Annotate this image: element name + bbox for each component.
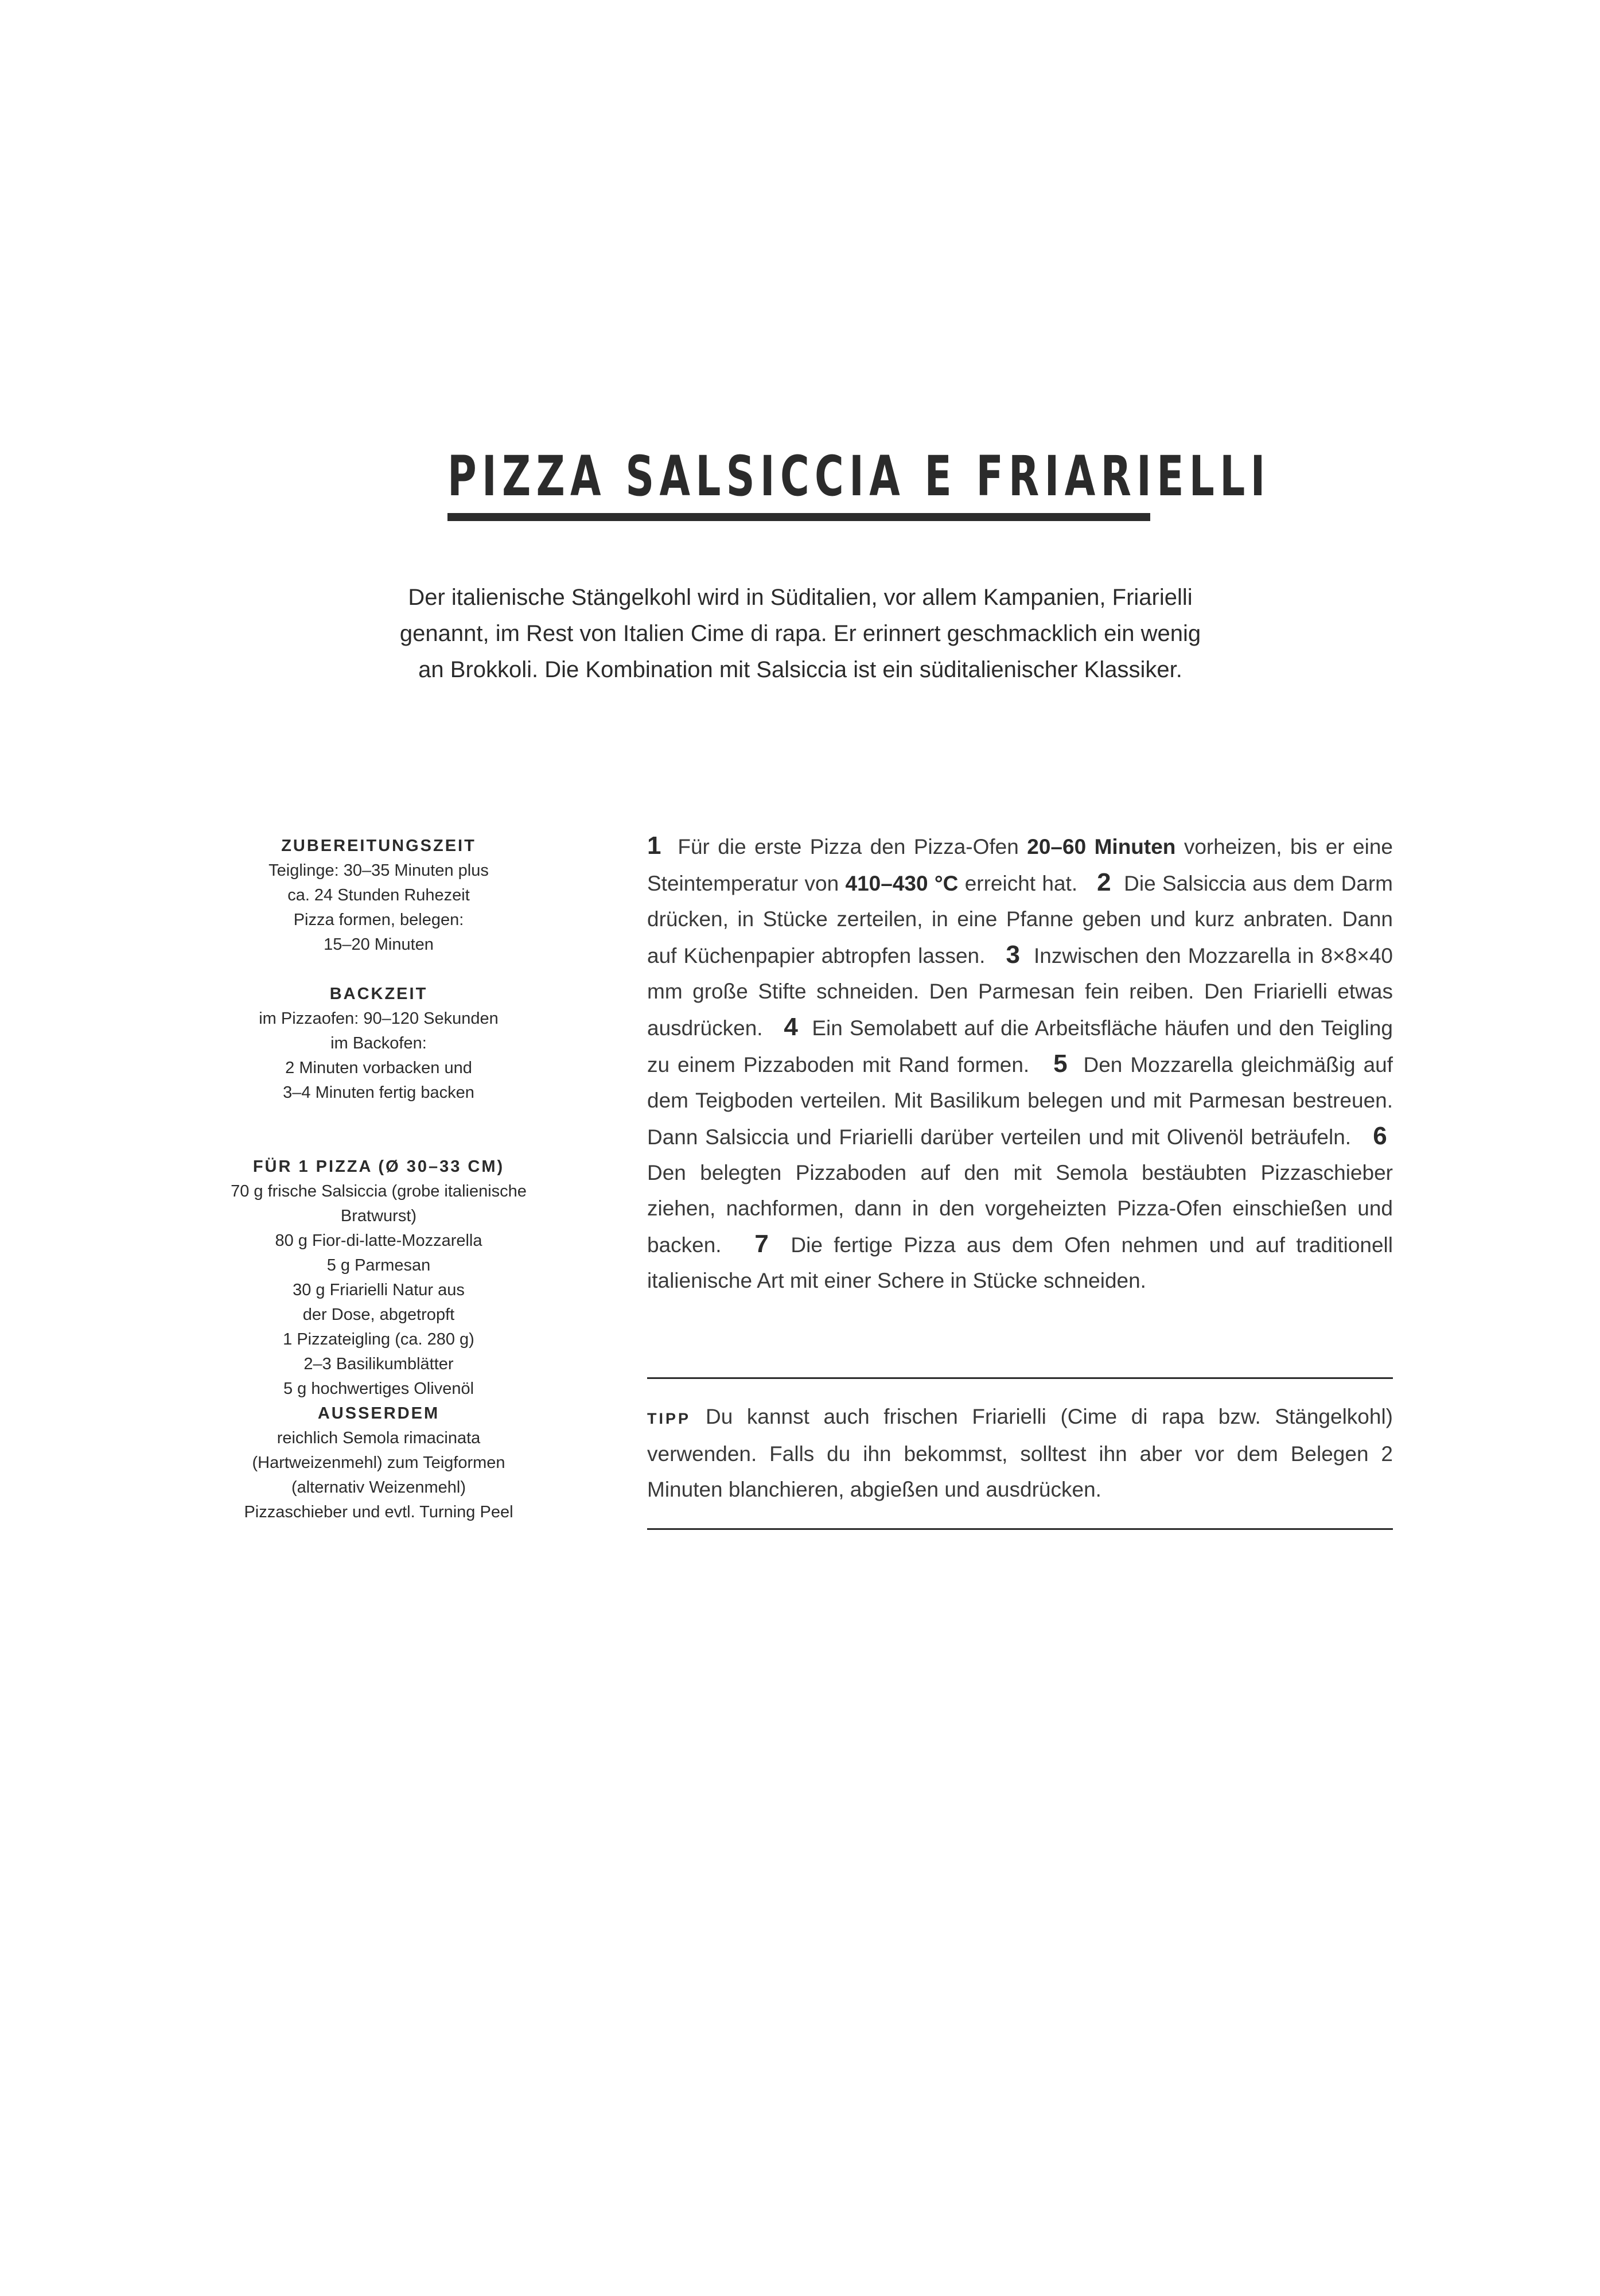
step-bold-text: 410–430 °C (845, 872, 959, 895)
prep-time-line: Pizza formen, belegen: (293, 911, 464, 929)
prep-time-line: ca. 24 Stunden Ruhezeit (287, 886, 470, 904)
step-text: Den Mozzarella gleichmäßig auf dem Teigboden verteilen. Mit Basilikum belegen und mit Parmesan bestreuen. Dann Salsiccia und Friarielli darüber verteilen und mit Olivenöl beträufeln. (647, 1053, 1393, 1149)
tip-rule-bottom (647, 1528, 1393, 1530)
step-number: 1 (647, 832, 661, 860)
ingredient-line: 80 g Fior-di-latte-Mozzarella (275, 1231, 482, 1250)
tip-text: Du kannst auch frischen Friarielli (Cime di rapa bzw. Stängelkohl) verwenden. Falls du ihn bekommst, solltest ihn aber vor dem Belegen 2 Minuten blanchieren, abgießen und ausdrücken. (647, 1405, 1393, 1501)
step-text: Die Salsiccia aus dem Darm drücken, in Stücke zerteilen, in eine Pfanne geben und kurz anbraten. Dann auf Küchenpapier abtropfen lassen. (647, 872, 1393, 968)
bake-time-heading: BACKZEIT (329, 985, 428, 1003)
intro-paragraph (321, 580, 1279, 688)
ingredient-line: 70 g frische Salsiccia (grobe italienische (231, 1182, 527, 1201)
step-text: Inzwischen den Mozzarella in 8×8×40 mm große Stifte schneiden. Den Parmesan fein reiben. Den Friarielli etwas ausdrücken. (647, 944, 1393, 1040)
step-7 (647, 1230, 1393, 1292)
extra-heading: AUSSERDEM (317, 1404, 440, 1423)
step-text: erreicht hat. (958, 872, 1078, 895)
step-number: 7 (754, 1230, 769, 1258)
step-text: Ein Semolabett auf die Arbeitsfläche häufen und den Teigling zu einem Pizzaboden mit Rand formen. (647, 1016, 1393, 1077)
title-underline (447, 513, 1150, 521)
step-text: Die fertige Pizza aus dem Ofen nehmen und auf traditionell italienische Art mit einer Schere in Stücke schneiden. (647, 1233, 1393, 1292)
bake-time-line: 3–4 Minuten fertig backen (283, 1083, 474, 1102)
step-number: 6 (1373, 1122, 1387, 1150)
tip-label: TIPP (647, 1410, 691, 1427)
ingredient-line: 5 g Parmesan (326, 1256, 431, 1275)
ingredient-line: der Dose, abgetropft (302, 1306, 455, 1324)
instructions-paragraph (647, 828, 1393, 1299)
extra-line: Pizzaschieber und evtl. Turning Peel (244, 1503, 513, 1521)
step-text: Den belegten Pizzaboden auf den mit Semola bestäubten Pizzaschieber ziehen, nachformen, dann in den vorgeheizten Pizza-Ofen einschießen und backen. (647, 1161, 1393, 1257)
extra-line: (Hartweizenmehl) zum Teigformen (252, 1454, 505, 1472)
intro-line: an Brokkoli. Die Kombination mit Salsiccia ist ein süditalienischer Klassiker. (418, 657, 1182, 682)
step-text: Für die erste Pizza den Pizza-Ofen (678, 835, 1027, 858)
extra-line: reichlich Semola rimacinata (277, 1429, 481, 1447)
step-bold-text: 20–60 Minuten (1027, 835, 1176, 858)
step-number: 5 (1053, 1050, 1068, 1078)
spacer (189, 957, 568, 982)
intro-line: Der italienische Stängelkohl wird in Süditalien, vor allem Kampanien, Friarielli (408, 585, 1193, 610)
tip-box (647, 1399, 1393, 1508)
tip-rule-top (647, 1377, 1393, 1379)
ingredients-heading: FÜR 1 PIZZA (Ø 30–33 CM) (252, 1157, 505, 1176)
extra-line: (alternativ Weizenmehl) (291, 1478, 466, 1497)
bake-time-line: 2 Minuten vorbacken und (285, 1059, 472, 1077)
spacer (189, 1105, 568, 1155)
bake-time-line: im Pizzaofen: 90–120 Sekunden (259, 1009, 499, 1028)
bake-time-line: im Backofen: (330, 1034, 427, 1052)
prep-time-heading: ZUBEREITUNGSZEIT (281, 837, 476, 855)
recipe-meta-column (189, 834, 568, 1525)
step-number: 3 (1006, 941, 1020, 969)
ingredient-line: 5 g hochwertiges Olivenöl (283, 1380, 474, 1398)
prep-time-line: Teiglinge: 30–35 Minuten plus (268, 861, 489, 880)
ingredient-line: 2–3 Basilikumblätter (303, 1355, 454, 1373)
page-title: PIZZA SALSICCIA E FRIARIELLI (447, 444, 1271, 508)
prep-time-line: 15–20 Minuten (324, 935, 434, 954)
title-block (447, 442, 1271, 511)
ingredient-line: 30 g Friarielli Natur aus (293, 1281, 465, 1299)
intro-line: genannt, im Rest von Italien Cime di rapa. Er erinnert geschmacklich ein wenig (399, 621, 1201, 646)
step-number: 2 (1097, 868, 1111, 896)
step-text: vorheizen, bis er eine Steintemperatur von (647, 835, 1393, 895)
ingredient-line: Bratwurst) (340, 1207, 417, 1225)
ingredient-line: 1 Pizzateigling (ca. 280 g) (283, 1330, 474, 1349)
step-number: 4 (784, 1013, 798, 1041)
